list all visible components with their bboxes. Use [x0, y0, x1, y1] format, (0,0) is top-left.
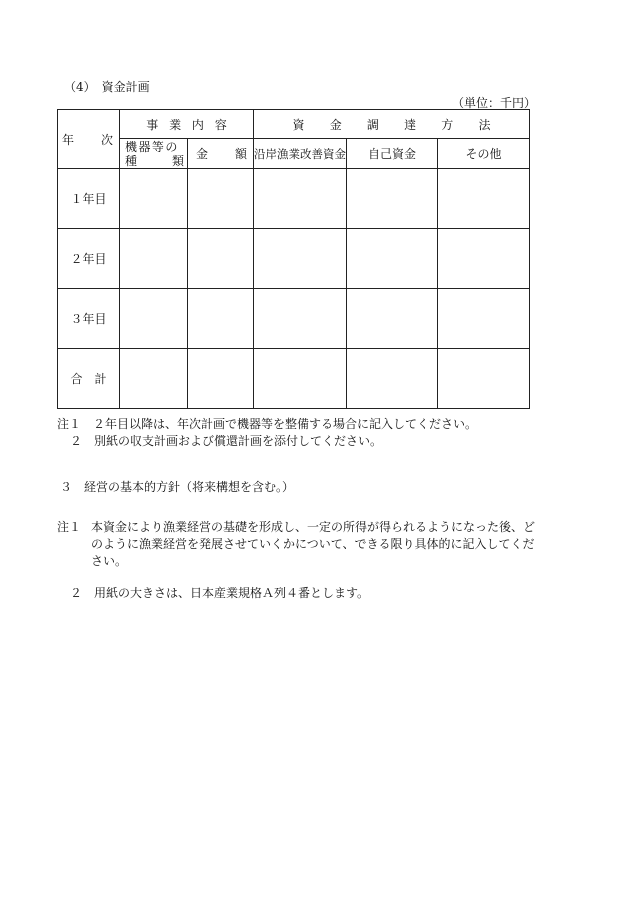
- funding-method-header: 資金調達方法: [254, 110, 530, 139]
- cell-own-fund[interactable]: [347, 289, 438, 349]
- policy-note-2: ２ 用紙の大きさは、日本産業規格Ａ列４番とします。: [70, 586, 370, 600]
- year-column-header: 年 次: [58, 110, 120, 169]
- amount-header: 金 額: [188, 139, 254, 169]
- cell-other[interactable]: [438, 289, 530, 349]
- row-label: ２年目: [58, 229, 120, 289]
- cell-other[interactable]: [438, 169, 530, 229]
- cell-amount[interactable]: [188, 349, 254, 409]
- coastal-fund-header: 沿岸漁業改善資金: [254, 139, 347, 169]
- row-label: ３年目: [58, 289, 120, 349]
- cell-other[interactable]: [438, 229, 530, 289]
- row-label-total: 合 計: [58, 349, 120, 409]
- cell-other[interactable]: [438, 349, 530, 409]
- cell-equipment[interactable]: [120, 229, 188, 289]
- own-fund-header: 自己資金: [347, 139, 438, 169]
- cell-equipment[interactable]: [120, 349, 188, 409]
- policy-heading: ３ 経営の基本的方針（将来構想を含む。）: [60, 480, 295, 494]
- cell-amount[interactable]: [188, 169, 254, 229]
- cell-coastal-fund[interactable]: [254, 349, 347, 409]
- policy-notes: [57, 519, 537, 602]
- table-row: [58, 169, 530, 229]
- equipment-type-header: 機器等の 種 類: [120, 139, 188, 169]
- cell-own-fund[interactable]: [347, 349, 438, 409]
- cell-equipment[interactable]: [120, 169, 188, 229]
- cell-coastal-fund[interactable]: [254, 169, 347, 229]
- cell-own-fund[interactable]: [347, 229, 438, 289]
- section-title: （4） 資金計画: [64, 80, 150, 94]
- cell-equipment[interactable]: [120, 289, 188, 349]
- other-fund-header: その他: [438, 139, 530, 169]
- table-row-total: [58, 349, 530, 409]
- cell-amount[interactable]: [188, 289, 254, 349]
- table-notes: [57, 416, 477, 450]
- policy-note-1: [57, 519, 537, 570]
- fund-plan-table: [57, 109, 530, 409]
- table-note-1: 注１ ２年目以降は、年次計画で機器等を整備する場合に記入してください。: [57, 417, 478, 431]
- business-content-header: 事業内容: [120, 110, 254, 139]
- unit-label: （単位：千円）: [452, 96, 537, 110]
- row-label: １年目: [58, 169, 120, 229]
- cell-coastal-fund[interactable]: [254, 289, 347, 349]
- cell-amount[interactable]: [188, 229, 254, 289]
- table-row: [58, 289, 530, 349]
- cell-own-fund[interactable]: [347, 169, 438, 229]
- table-row: [58, 229, 530, 289]
- policy-note-1-marker: 注１: [57, 520, 82, 534]
- cell-coastal-fund[interactable]: [254, 229, 347, 289]
- table-note-2: ２ 別紙の収支計画および償還計画を添付してください。: [70, 434, 383, 448]
- policy-note-1-text: 本資金により漁業経営の基礎を形成し、一定の所得が得られるようになった後、どのように漁業経営を発展させていくかについて、できる限り具体的に記入してください。: [91, 520, 536, 568]
